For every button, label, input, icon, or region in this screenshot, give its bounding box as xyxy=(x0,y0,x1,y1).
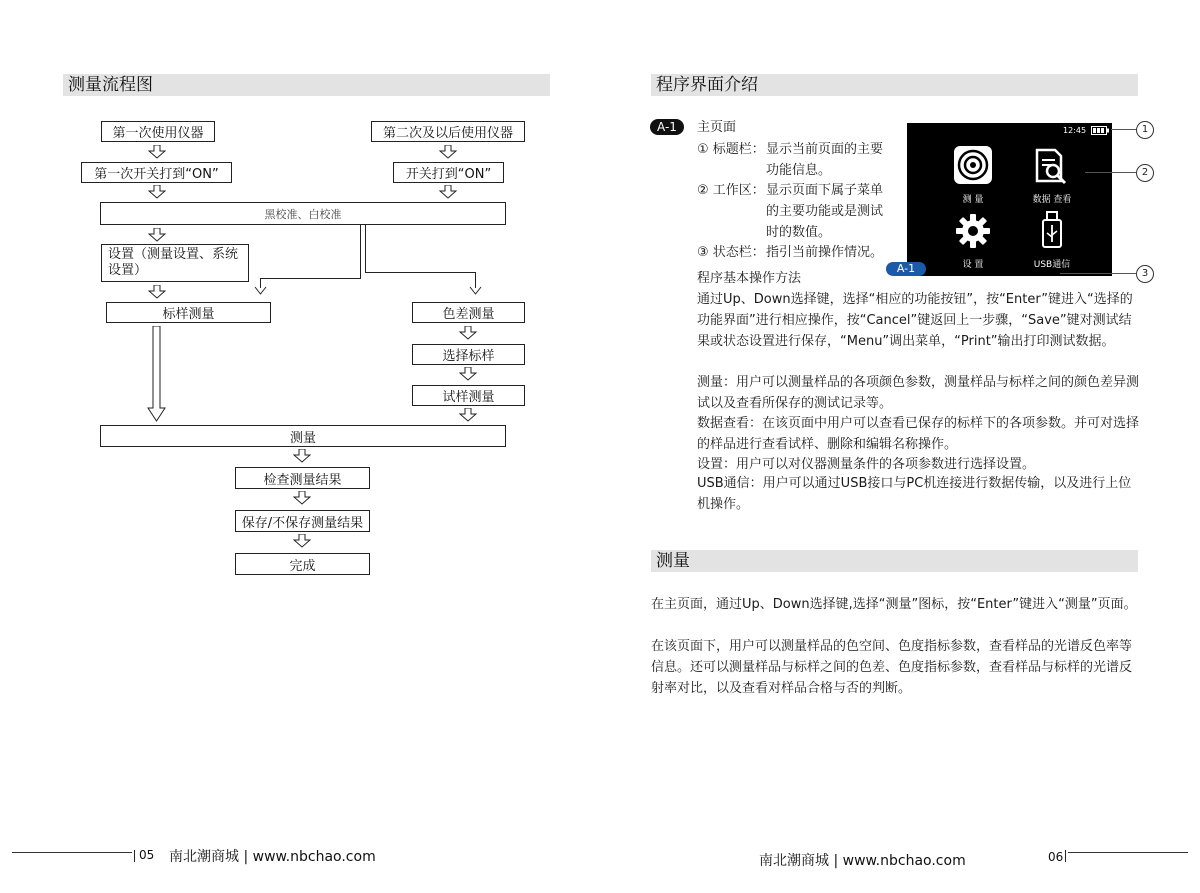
main-page-title: 主页面 xyxy=(697,120,737,135)
right-section-title: 程序界面介绍 xyxy=(651,74,1138,96)
measure-para-2: 在该页面下，用户可以测量样品的色空间、色度指标参数，查看样品的光谱反色率等信息。还可以测量样品与标样之间的色差、色度指标参数，查看样品与标样的光谱反射率对比，以及查看对样品合格与否的判断。 xyxy=(651,639,1133,696)
flow-calibration: 黑校准、白校准 xyxy=(100,202,506,225)
arrow-down-icon xyxy=(459,408,477,422)
ops-title: 程序基本操作方法 xyxy=(697,271,802,286)
item3-label: ③ 状态栏： xyxy=(697,245,765,260)
arrow-down-icon xyxy=(439,145,457,159)
figure-badge: A-1 xyxy=(650,119,684,135)
flow-select-standard: 选择标样 xyxy=(412,344,525,365)
callout-3: 3 xyxy=(1136,265,1154,283)
item2-label: ② 工作区： xyxy=(697,183,765,198)
arrow-head-icon xyxy=(469,286,482,295)
flow-settings: 设置（测量设置、系统设置） xyxy=(101,244,249,282)
status-time: 12:45 xyxy=(1063,126,1087,135)
flow-switch-on: 开关打到“ON” xyxy=(393,162,504,183)
flow-standard-measure: 标样测量 xyxy=(106,302,271,323)
flow-first-use: 第一次使用仪器 xyxy=(101,121,215,142)
flow-save-result: 保存/不保存测量结果 xyxy=(235,510,370,532)
flow-done: 完成 xyxy=(235,553,370,575)
arrow-head-icon xyxy=(254,286,267,295)
arrow-down-icon xyxy=(148,145,166,159)
footer-brand: 南北潮商城 | www.nbchao.com xyxy=(169,849,376,865)
arrow-down-icon xyxy=(459,326,477,340)
gear-icon xyxy=(955,213,991,249)
arrow-down-icon xyxy=(293,449,311,463)
arrow-down-icon xyxy=(459,367,477,381)
device-badge: A-1 xyxy=(886,262,926,276)
usb-drive-icon xyxy=(1041,211,1063,249)
callout-line xyxy=(1111,129,1136,130)
footer-separator xyxy=(1065,850,1066,862)
branch-line xyxy=(365,272,475,273)
ops-text: 通过Up、Down选择键，选择“相应的功能按钮”，按“Enter”键进入“选择的功能界面”进行相应操作，按“Cancel”键返回上一步骤，“Save”键对测试结果或状态设置进行保存，“Menu”调出菜单，“Print”输出打印测试数据。 xyxy=(697,292,1133,349)
flow-switch-on-first: 第一次开关打到“ON” xyxy=(81,162,232,183)
arrow-down-icon xyxy=(293,534,311,548)
branch-line xyxy=(260,278,361,279)
callout-line xyxy=(1060,273,1136,274)
footer-page-number: 05 xyxy=(139,848,155,862)
flow-color-diff: 色差测量 xyxy=(412,302,525,323)
item3-text: 指引当前操作情况。 xyxy=(766,245,884,260)
data-view-icon xyxy=(1031,147,1069,185)
arrow-down-icon xyxy=(293,491,311,505)
settings-desc: 设置：用户可以对仪器测量条件的各项参数进行选择设置。 xyxy=(697,457,1036,472)
footer-rule xyxy=(12,852,132,853)
item1-label: ① 标题栏： xyxy=(697,142,765,157)
icon-label-settings: 设 置 xyxy=(962,260,984,270)
item2-text: 显示页面下属子菜单的主要功能或是测试时的数值。 xyxy=(766,183,884,240)
icon-label-measure: 测 量 xyxy=(962,195,984,205)
left-section-title: 测量流程图 xyxy=(63,74,550,96)
measure-target-icon xyxy=(953,145,993,185)
arrow-down-icon xyxy=(148,185,166,199)
footer-rule xyxy=(1068,852,1188,853)
branch-line xyxy=(365,225,366,272)
arrow-down-icon xyxy=(148,285,166,299)
flow-check-result: 检查测量结果 xyxy=(235,467,370,489)
footer-separator xyxy=(134,850,135,862)
long-arrow-down-icon xyxy=(147,326,167,422)
branch-line xyxy=(360,225,361,278)
flow-second-use: 第二次及以后使用仪器 xyxy=(371,121,525,142)
arrow-down-icon xyxy=(148,228,166,242)
callout-2: 2 xyxy=(1136,164,1154,182)
device-screen xyxy=(907,123,1112,276)
item1-text: 显示当前页面的主要功能信息。 xyxy=(766,142,884,178)
measure-desc: 测量：用户可以测量样品的各项颜色参数，测量样品与标样之间的颜色差异测试以及查看所保存的测试记录等。 xyxy=(697,375,1140,411)
usb-desc: USB通信：用户可以通过USB接口与PC机连接进行数据传输，以及进行上位机操作。 xyxy=(697,476,1132,512)
footer-brand-right: 南北潮商城 | www.nbchao.com xyxy=(759,853,966,869)
arrow-down-icon xyxy=(439,185,457,199)
callout-line xyxy=(1085,172,1136,173)
footer-page-number-right: 06 xyxy=(1048,850,1064,864)
callout-1: 1 xyxy=(1136,121,1154,139)
battery-icon xyxy=(1091,126,1109,135)
flow-measure: 测量 xyxy=(100,425,506,447)
flow-sample-measure: 试样测量 xyxy=(412,385,525,406)
measure-para-1: 在主页面，通过Up、Down选择键,选择“测量”图标，按“Enter”键进入“测量”页面。 xyxy=(651,597,1137,612)
icon-label-usb: USB通信 xyxy=(1033,260,1071,270)
data-desc: 数据查看：在该页面中用户可以查看已保存的标样下的各项参数。并可对选择的样品进行查看试样、删除和编辑名称操作。 xyxy=(697,416,1140,452)
measure-section-title: 测量 xyxy=(651,550,1138,572)
icon-label-data-view: 数据 查看 xyxy=(1032,195,1072,205)
